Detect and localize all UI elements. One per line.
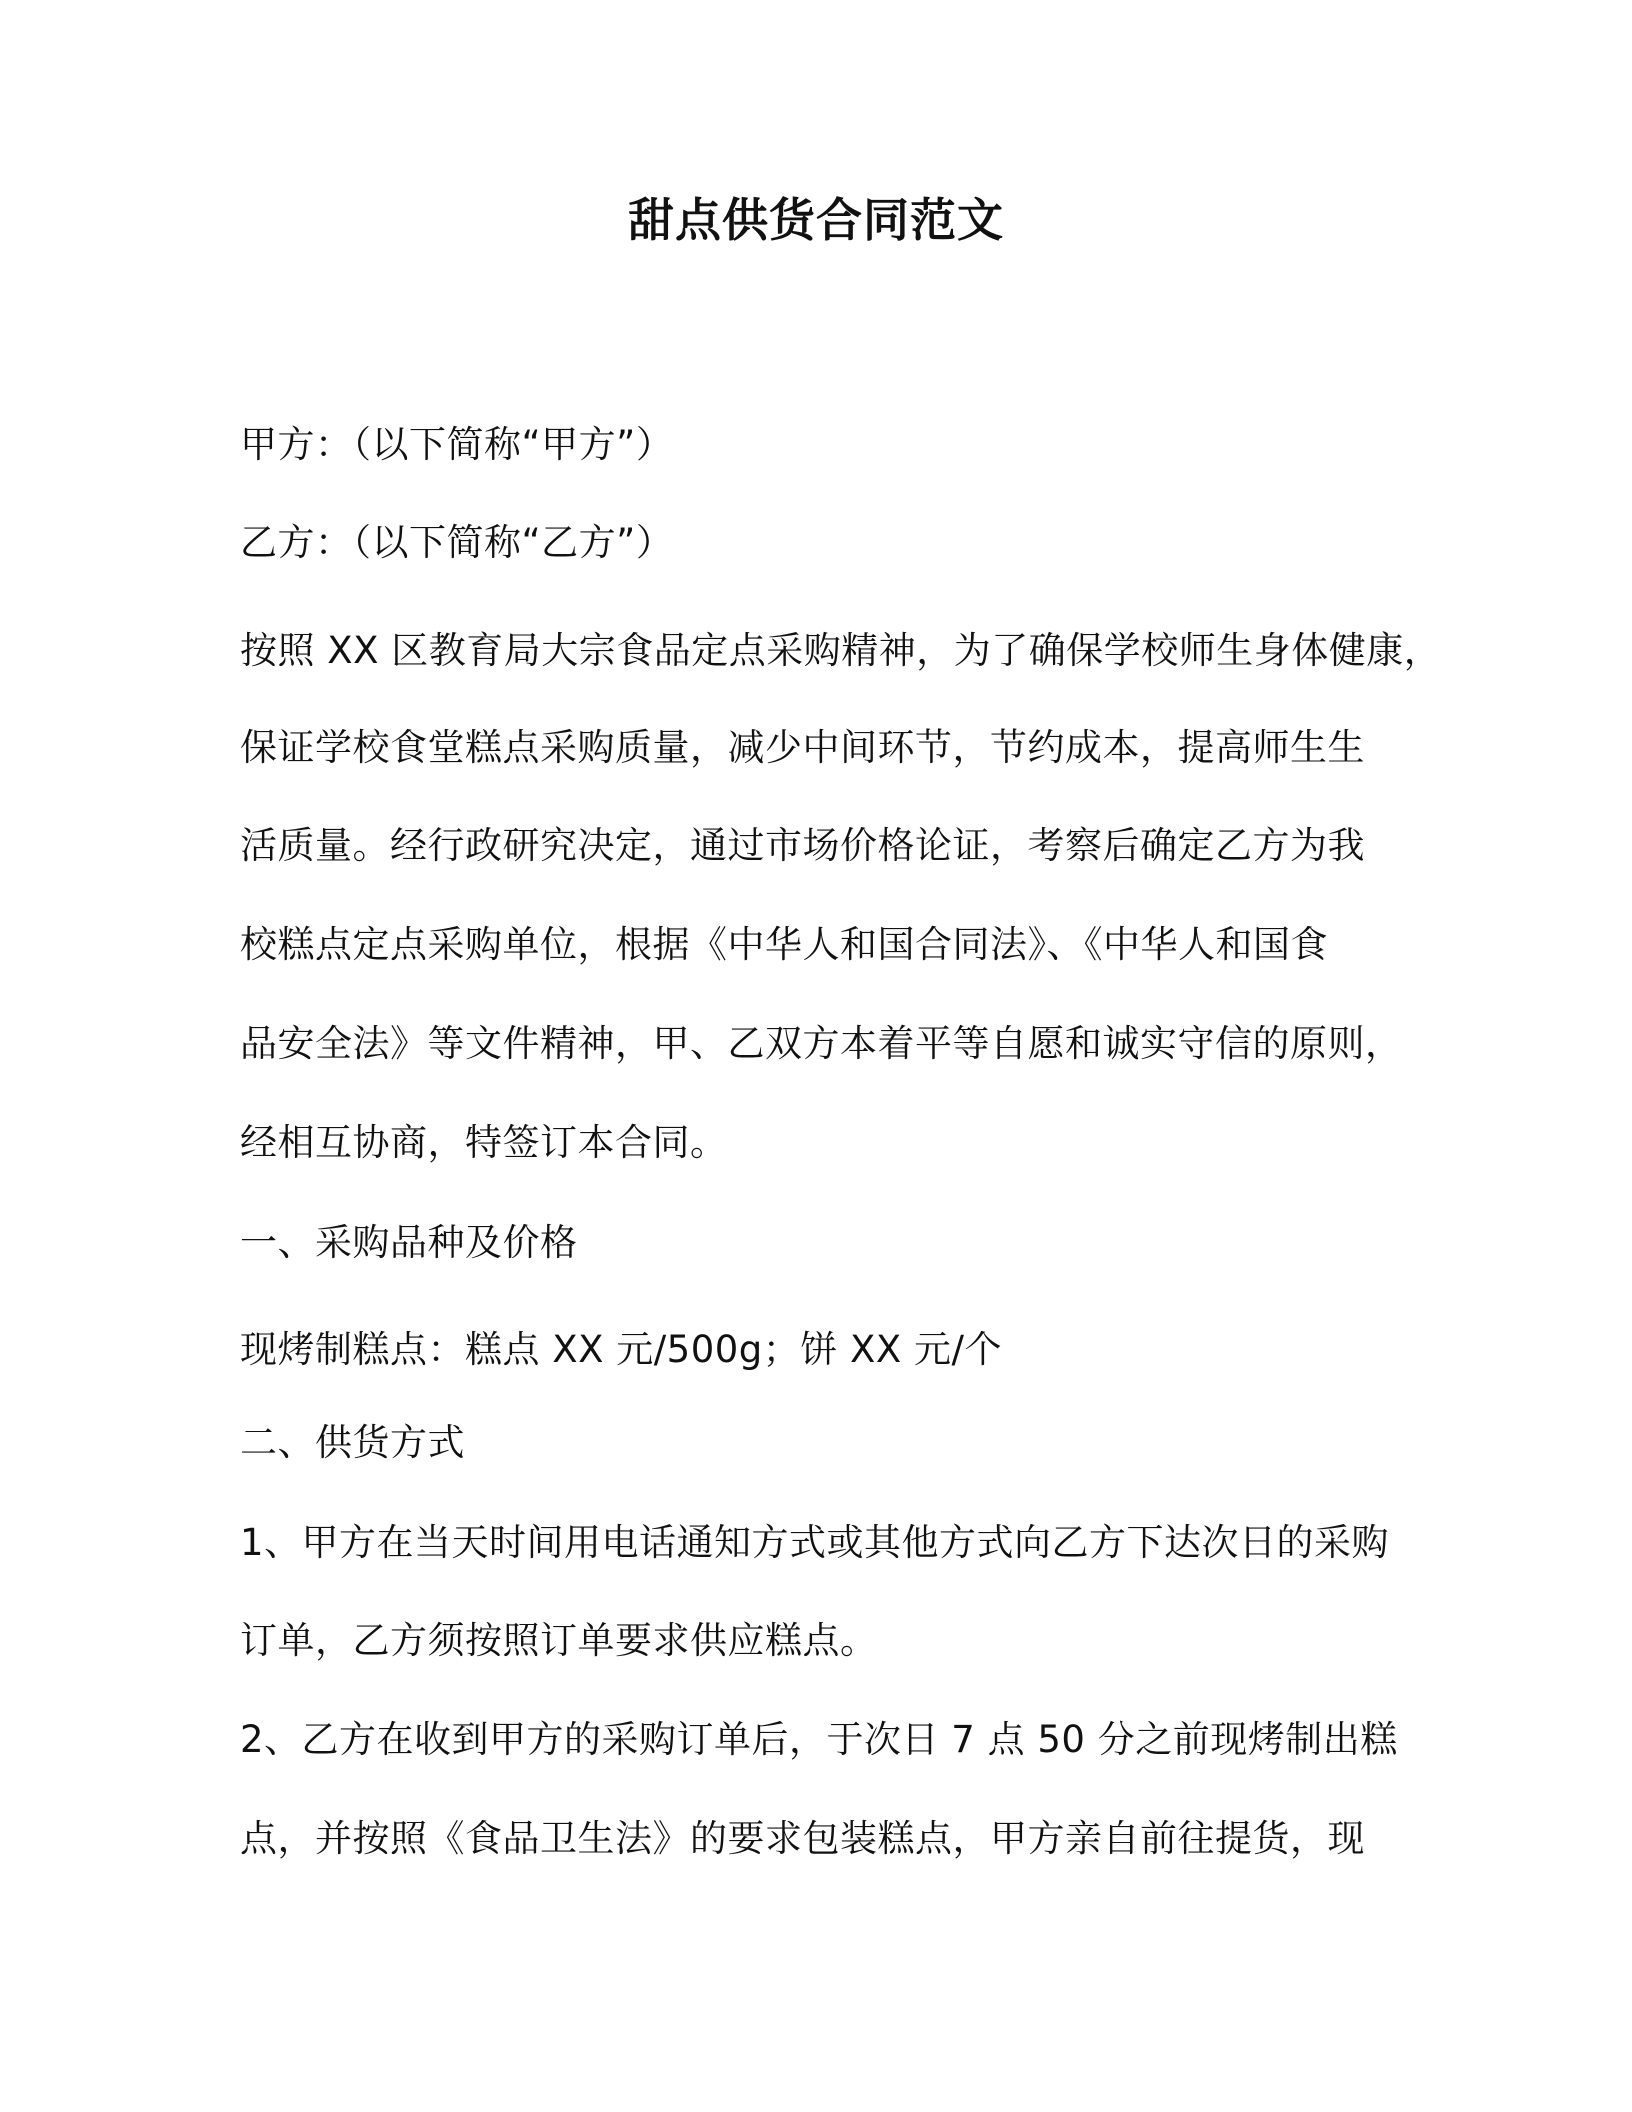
preamble-line-3: 活质量。经行政研究决定，通过市场价格论证，考察后确定乙方为我 xyxy=(240,824,1365,867)
clause-1-line-2: 订单，乙方须按照订单要求供应糕点。 xyxy=(240,1619,878,1662)
party-a-line: 甲方：（以下简称“甲方”） xyxy=(240,423,674,466)
document-title: 甜点供货合同范文 xyxy=(628,193,1004,247)
preamble-line-5: 品安全法》等文件精神，甲、乙双方本着平等自愿和诚实守信的原则， xyxy=(240,1022,1403,1065)
party-b-line: 乙方：（以下简称“乙方”） xyxy=(240,521,674,564)
preamble-line-6: 经相互协商，特签订本合同。 xyxy=(240,1121,728,1164)
clause-2-line-1: 2、乙方在收到甲方的采购订单后，于次日 7 点 50 分之前现烤制出糕 xyxy=(240,1718,1398,1761)
section-heading-1: 一、采购品种及价格 xyxy=(240,1221,578,1264)
preamble-line-2: 保证学校食堂糕点采购质量，减少中间环节，节约成本，提高师生生 xyxy=(240,726,1365,769)
price-line: 现烤制糕点：糕点 XX 元/500g；饼 XX 元/个 xyxy=(240,1328,1002,1371)
preamble-line-1: 按照 XX 区教育局大宗食品定点采购精神，为了确保学校师生身体健康， xyxy=(240,629,1442,672)
section-heading-2: 二、供货方式 xyxy=(240,1421,465,1464)
clause-1-line-1: 1、甲方在当天时间用电话通知方式或其他方式向乙方下达次日的采购 xyxy=(240,1521,1390,1564)
preamble-line-4: 校糕点定点采购单位，根据《中华人和国合同法》、《中华人和国食 xyxy=(240,923,1328,966)
clause-2-line-2: 点，并按照《食品卫生法》的要求包装糕点，甲方亲自前往提货，现 xyxy=(240,1817,1365,1860)
